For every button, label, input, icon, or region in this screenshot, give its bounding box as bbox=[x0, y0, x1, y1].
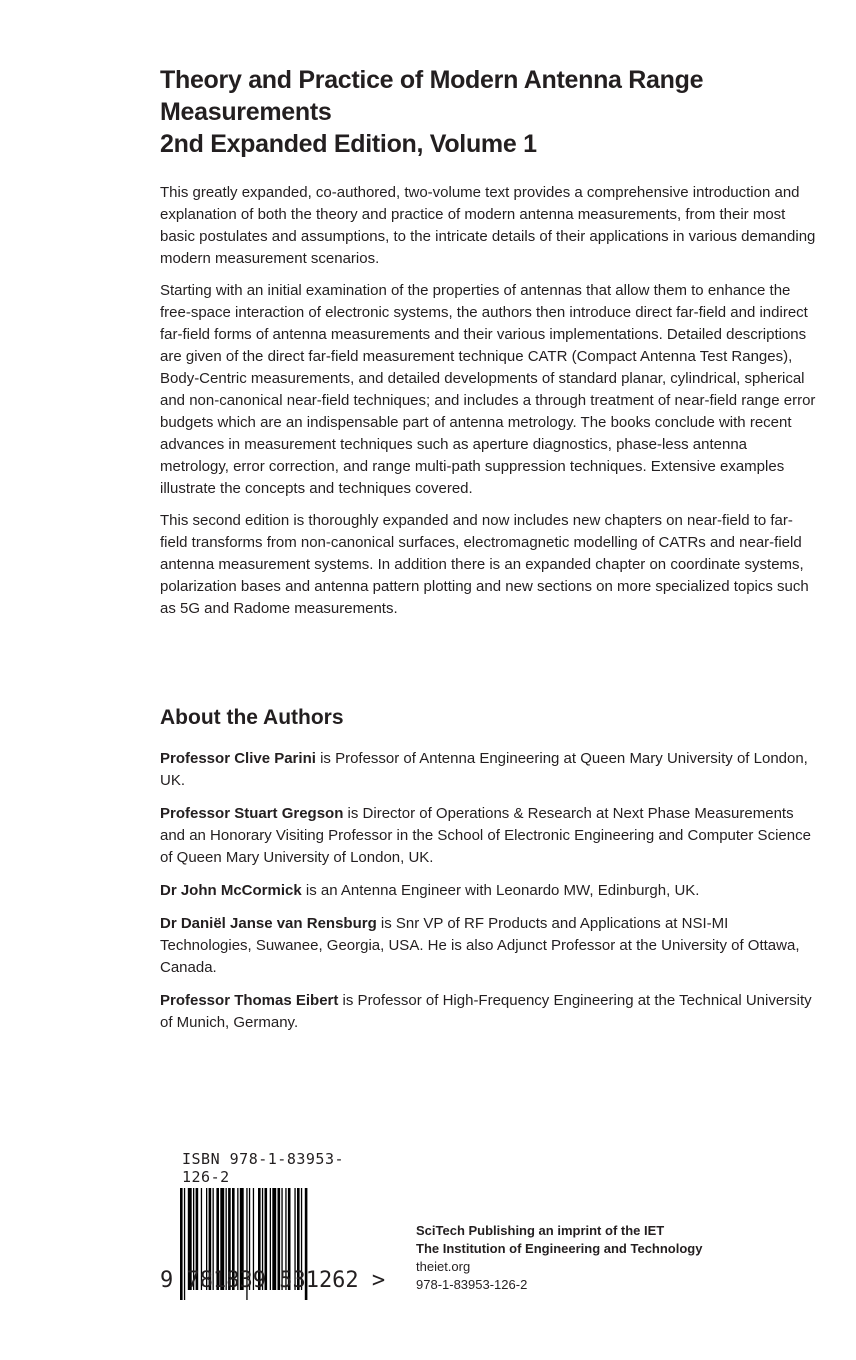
about-authors-heading: About the Authors bbox=[160, 706, 344, 729]
author-bio: is Director of Operations & Research at Next Phase Measurements and an Honorary Visiting Professor in the School of Electronic Engineering and Computer Science of Queen Mary University of London, UK. bbox=[160, 805, 811, 866]
author-name: Dr Daniël Janse van Rensburg bbox=[160, 915, 377, 932]
publisher-isbn: 978-1-83953-126-2 bbox=[416, 1277, 528, 1292]
author-entry bbox=[160, 913, 816, 979]
description-paragraph: This second edition is thoroughly expanded and now includes new chapters on near-field to far-field transforms from non-canonical surfaces, electromagnetic modelling of CATRs and near-field antenna measurement systems. In addition there is an expanded chapter on coordinate systems, polarization bases and antenna pattern plotting and new sections on more specialized topics such as 5G and Radome measurements. bbox=[160, 512, 809, 617]
back-cover-content bbox=[160, 64, 816, 630]
author-entry bbox=[160, 990, 816, 1034]
author-bio: is Professor of Antenna Engineering at Queen Mary University of London, UK. bbox=[160, 750, 808, 789]
barcode-block bbox=[160, 1150, 386, 1306]
description-paragraph: This greatly expanded, co-authored, two-volume text provides a comprehensive introduction and explanation of both the theory and practice of modern antenna measurements, from their most basic postulates and assumptions, to the intricate details of their applications in various demanding modern measurement scenarios. bbox=[160, 184, 816, 267]
author-bio: is Snr VP of RF Products and Applications at NSI-MI Technologies, Suwanee, Georgia, USA. He is also Adjunct Professor at the University of Ottawa, Canada. bbox=[160, 915, 800, 976]
book-title: Theory and Practice of Modern Antenna Range Measurements bbox=[160, 66, 704, 126]
author-bio: is an Antenna Engineer with Leonardo MW, Edinburgh, UK. bbox=[301, 882, 700, 899]
author-bio: is Professor of High-Frequency Engineering at the Technical University of Munich, Germany. bbox=[160, 992, 812, 1031]
author-name: Professor Clive Parini bbox=[160, 750, 316, 767]
barcode-digits: 9 781839 531262 > bbox=[160, 1268, 386, 1293]
isbn-label: ISBN 978-1-83953-126-2 bbox=[182, 1150, 345, 1186]
author-entry bbox=[160, 748, 816, 792]
author-name: Professor Thomas Eibert bbox=[160, 992, 339, 1009]
author-entry bbox=[160, 880, 816, 902]
publisher-info bbox=[416, 1222, 702, 1294]
publisher-website: theiet.org bbox=[416, 1259, 471, 1274]
book-subtitle: 2nd Expanded Edition, Volume 1 bbox=[160, 130, 537, 158]
author-entry bbox=[160, 803, 816, 869]
author-name: Dr John McCormick bbox=[160, 882, 302, 899]
author-name: Professor Stuart Gregson bbox=[160, 805, 344, 822]
publisher-name: The Institution of Engineering and Technology bbox=[416, 1241, 703, 1256]
authors-list bbox=[160, 748, 816, 1045]
description-paragraph: Starting with an initial examination of the properties of antennas that allow them to enhance the free-space interaction of electronic systems, the authors then introduce direct far-field and indirect far-field forms of antenna measurements and their various implementations. Detailed descriptions are given of the direct far-field measurement technique CATR (Compact Antenna Test Ranges), Body-Centric measurements, and detailed developments of standard planar, cylindrical, spherical and non-canonical near-field techniques; and includes a through treatment of near-field range error budgets which are an indispensable part of antenna metrology. The books conclude with recent advances in measurement techniques such as aperture diagnostics, phase-less antenna metrology, error correction, and range multi-path suppression techniques. Extensive examples illustrate the concepts and techniques covered. bbox=[160, 282, 816, 497]
publisher-imprint: SciTech Publishing an imprint of the IET bbox=[416, 1223, 665, 1238]
